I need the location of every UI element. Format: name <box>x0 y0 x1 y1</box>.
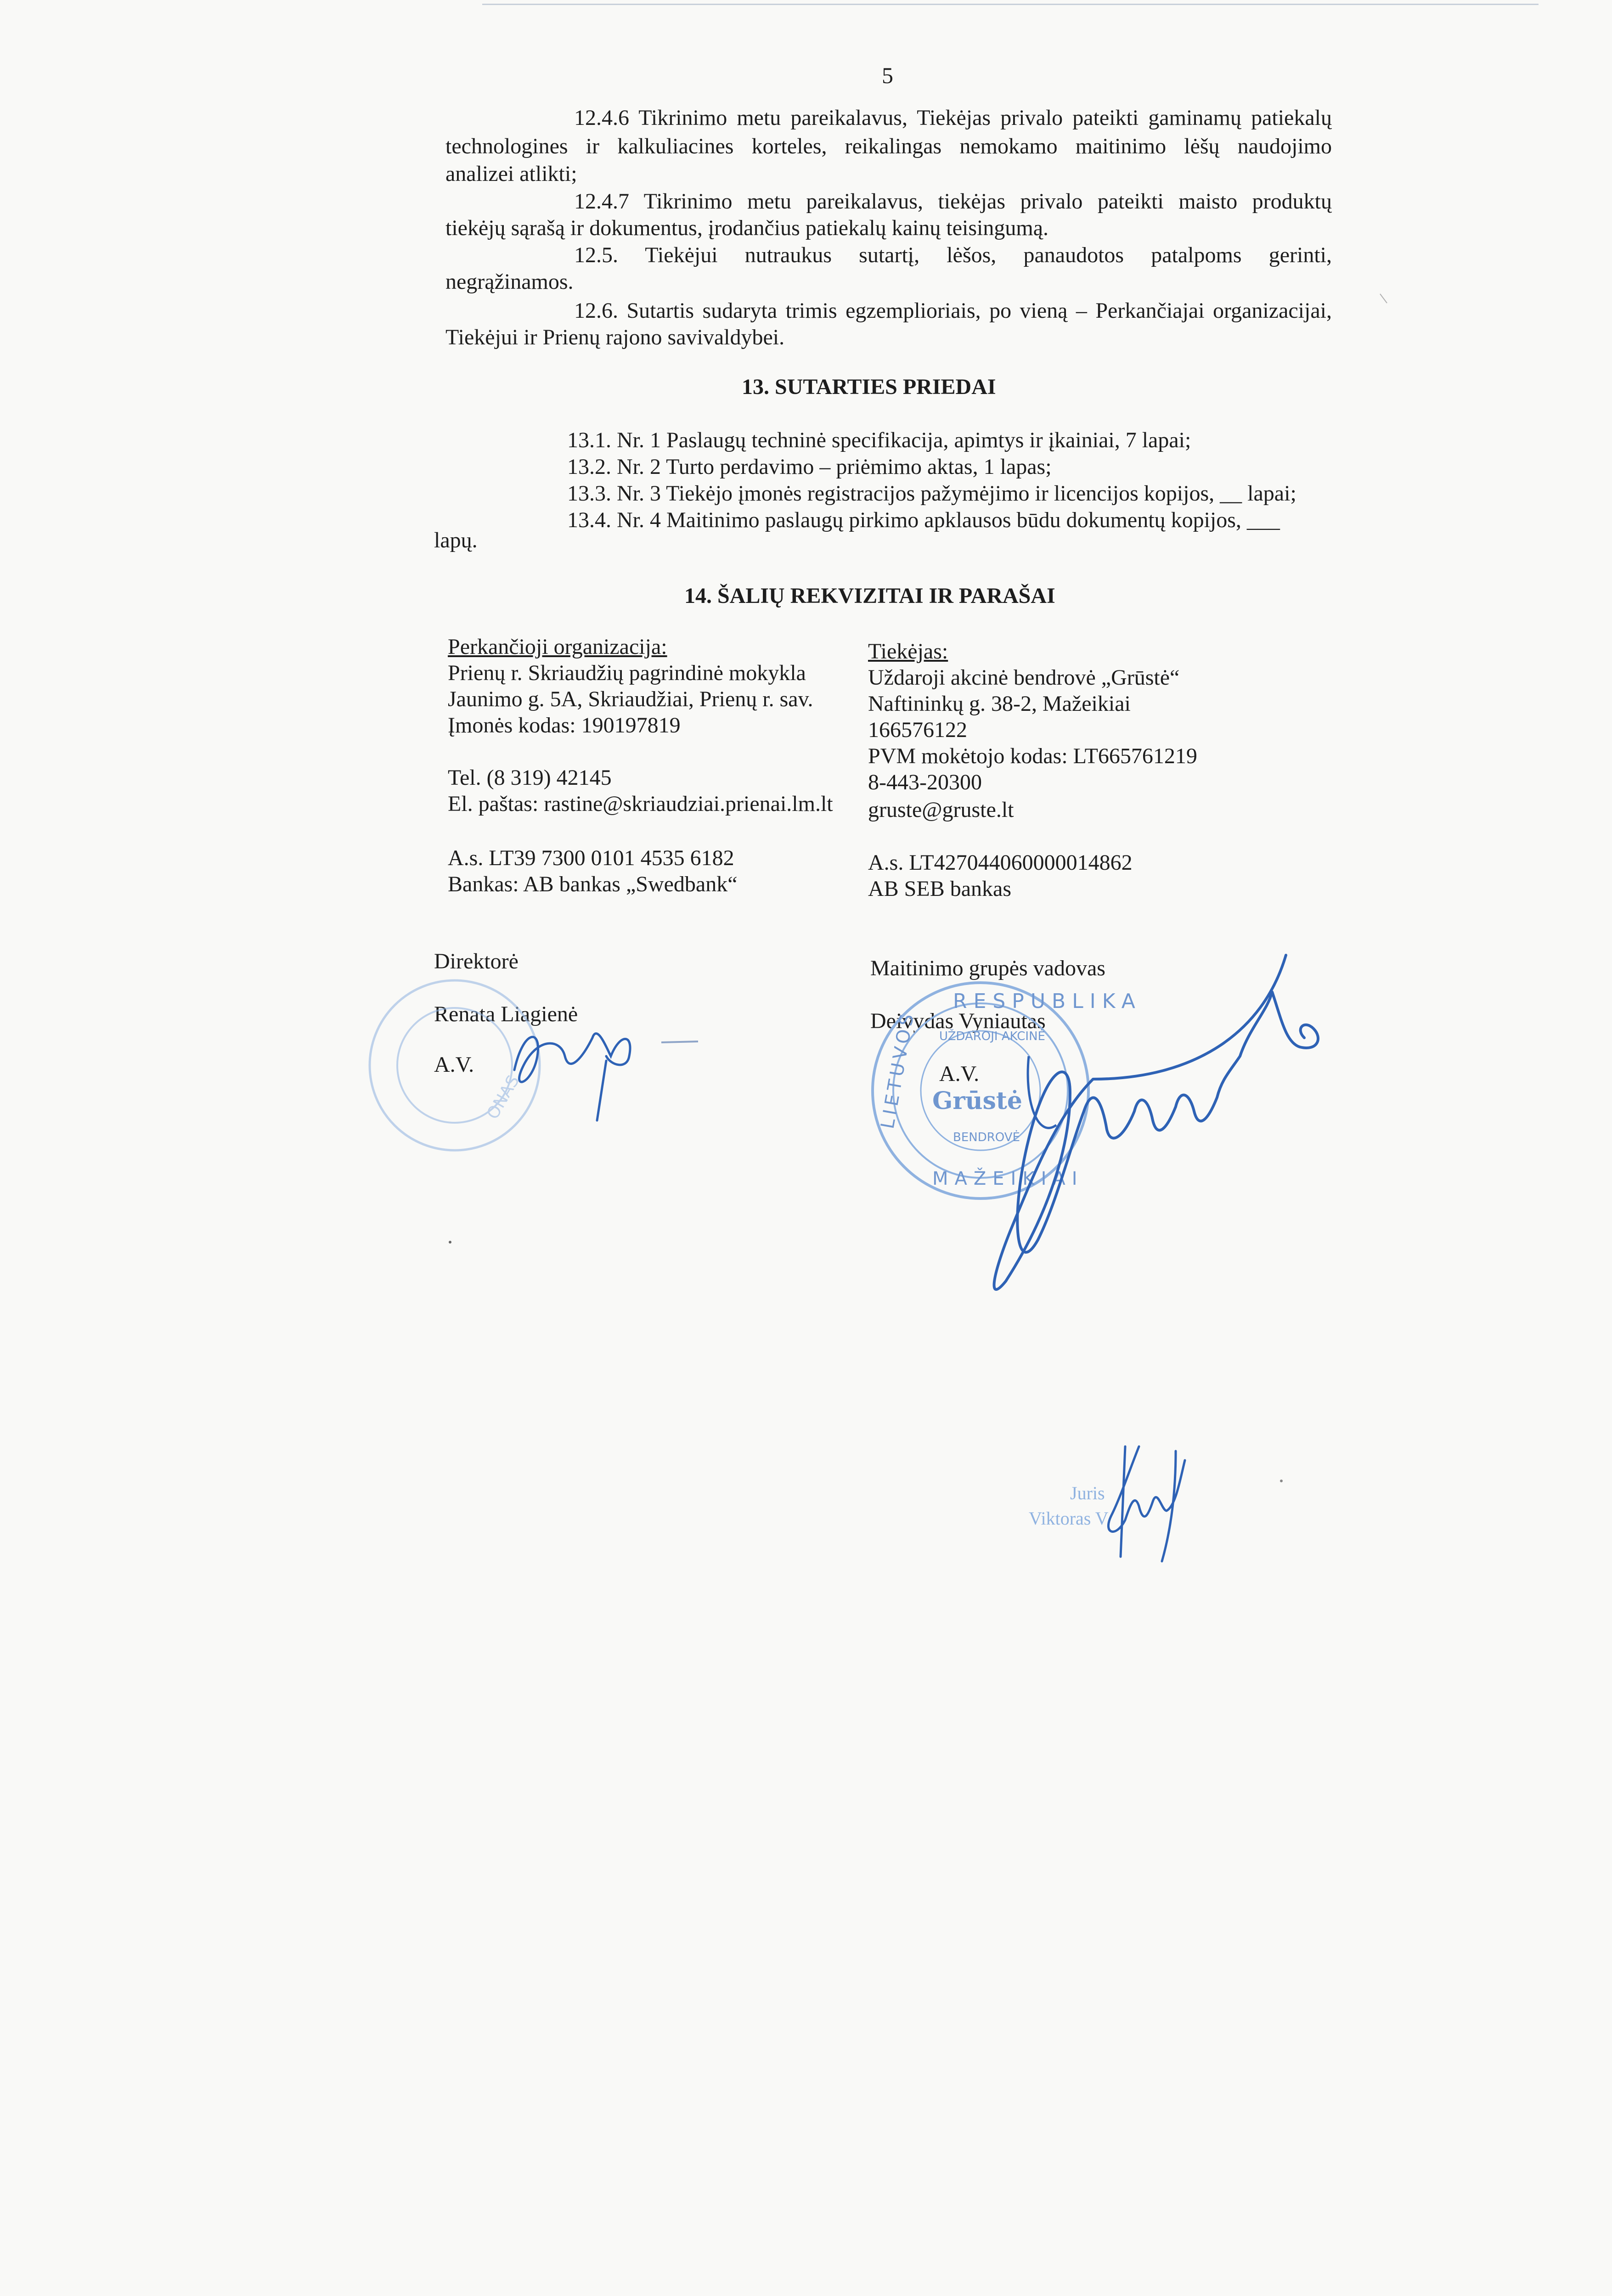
clause-12-4-6-line-2: technologines ir kalkuliacines korteles, reikalingas nemokamo maitinimo lėšų naudojimo <box>445 134 1332 158</box>
buyer-signature <box>514 1034 630 1120</box>
supplier-stamp-ring-left: LIETUVOS <box>877 1009 919 1131</box>
clause-12-5-line-1: 12.5. Tiekėjui nutraukus sutartį, lėšos, panaudotos patalpoms gerinti, <box>574 243 1332 267</box>
supplier-stamp-ring-top: RESPUBLIKA <box>953 990 1142 1013</box>
buyer-heading: Perkančioji organizacija: <box>448 635 667 659</box>
buyer-round-stamp <box>370 980 540 1150</box>
supplier-round-stamp <box>873 983 1142 1199</box>
buyer-account: A.s. LT39 7300 0101 4535 6182 <box>448 846 734 870</box>
clause-12-4-6-line-1: 12.4.6 Tikrinimo metu pareikalavus, Tiekėjas privalo pateikti gaminamų patiekalų <box>574 106 1332 130</box>
buyer-stamp-placeholder: A.V. <box>434 1052 474 1077</box>
buyer-email: El. paštas: rastine@skriaudziai.prienai.lm.lt <box>448 792 833 816</box>
buyer-stamp-fragment-text: ONAS <box>483 1072 524 1123</box>
supplier-name-line: Uždaroji akcinė bendrovė „Grūstė“ <box>868 665 1180 690</box>
section-13-title: 13. SUTARTIES PRIEDAI <box>742 375 996 399</box>
supplier-code-line: 166576122 <box>868 718 967 742</box>
buyer-bank: Bankas: AB bankas „Swedbank“ <box>448 872 738 896</box>
supplier-phone: 8-443-20300 <box>868 770 982 794</box>
supplier-signature-stroke <box>1028 1056 1056 1128</box>
clause-12-4-6-line-3: analizei atlikti; <box>445 162 577 186</box>
clause-12-6-line-2: Tiekėjui ir Prienų rajono savivaldybei. <box>445 325 785 349</box>
supplier-signatory-name: Deivydas Vyniautas <box>870 1009 1046 1033</box>
supplier-stamp-inner-top: UŽDAROJI AKCINĖ <box>939 1030 1045 1043</box>
supplier-bank: AB SEB bankas <box>868 877 1011 901</box>
clause-12-5-line-2: negrąžinamos. <box>445 270 574 294</box>
jurist-stamp <box>1029 1483 1109 1529</box>
jurist-signature <box>1108 1446 1185 1561</box>
supplier-heading: Tiekėjas: <box>868 639 948 664</box>
supplier-stamp-inner-bottom: BENDROVĖ <box>953 1131 1020 1144</box>
buyer-address-line: Jaunimo g. 5A, Skriaudžiai, Prienų r. sav. <box>448 687 813 711</box>
supplier-email: gruste@gruste.lt <box>868 798 1014 822</box>
supplier-address-line: Naftininkų g. 38-2, Mažeikiai <box>868 692 1131 716</box>
buyer-signatory-name: Renata Liagienė <box>434 1002 578 1026</box>
buyer-phone: Tel. (8 319) 42145 <box>448 765 612 790</box>
supplier-stamp-ring-bottom: MAŽEIKIAI <box>932 1168 1084 1189</box>
buyer-signatory-role: Direktorė <box>434 949 519 974</box>
buyer-code-line: Įmonės kodas: 190197819 <box>448 713 681 737</box>
clause-12-4-7-line-2: tiekėjų sąrašą ir dokumentus, įrodančius patiekalų kainų teisingumą. <box>445 216 1048 240</box>
supplier-account: A.s. LT427044060000014862 <box>868 850 1133 875</box>
appendix-item-13-4: 13.4. Nr. 4 Maitinimo paslaugų pirkimo apklausos būdu dokumentų kopijos, ___ <box>567 508 1280 532</box>
section-14-title: 14. ŠALIŲ REKVIZITAI IR PARAŠAI <box>684 584 1055 608</box>
scan-speck <box>449 1241 451 1244</box>
clause-12-6-line-1: 12.6. Sutartis sudaryta trimis egzemplioriais, po vieną – Perkančiajai organizacijai, <box>574 298 1332 323</box>
supplier-stamp-placeholder: A.V. <box>939 1062 980 1086</box>
page-number: 5 <box>882 62 893 88</box>
appendix-item-13-4-tail: lapų. <box>434 528 478 552</box>
supplier-vat-line: PVM mokėtojo kodas: LT665761219 <box>868 744 1197 768</box>
jurist-stamp-line-1: Juris <box>1070 1483 1105 1503</box>
jurist-stamp-line-2: Viktoras V <box>1029 1508 1109 1529</box>
buyer-name-line: Prienų r. Skriaudžių pagrindinė mokykla <box>448 661 806 685</box>
appendix-item-13-2: 13.2. Nr. 2 Turto perdavimo – priėmimo aktas, 1 lapas; <box>567 455 1052 479</box>
scan-artifact-mark <box>1380 294 1387 303</box>
buyer-signature-stroke <box>661 1041 698 1042</box>
scan-speck <box>1280 1480 1283 1482</box>
supplier-stamp-center: Grūstė <box>932 1087 1022 1115</box>
appendix-item-13-1: 13.1. Nr. 1 Paslaugų techninė specifikacija, apimtys ir įkainiai, 7 lapai; <box>567 428 1191 452</box>
appendix-item-13-3: 13.3. Nr. 3 Tiekėjo įmonės registracijos pažymėjimo ir licencijos kopijos, __ lapai; <box>567 481 1296 506</box>
supplier-signatory-role: Maitinimo grupės vadovas <box>870 956 1105 980</box>
clause-12-4-7-line-1: 12.4.7 Tikrinimo metu pareikalavus, tiekėjas privalo pateikti maisto produktų <box>574 189 1332 214</box>
